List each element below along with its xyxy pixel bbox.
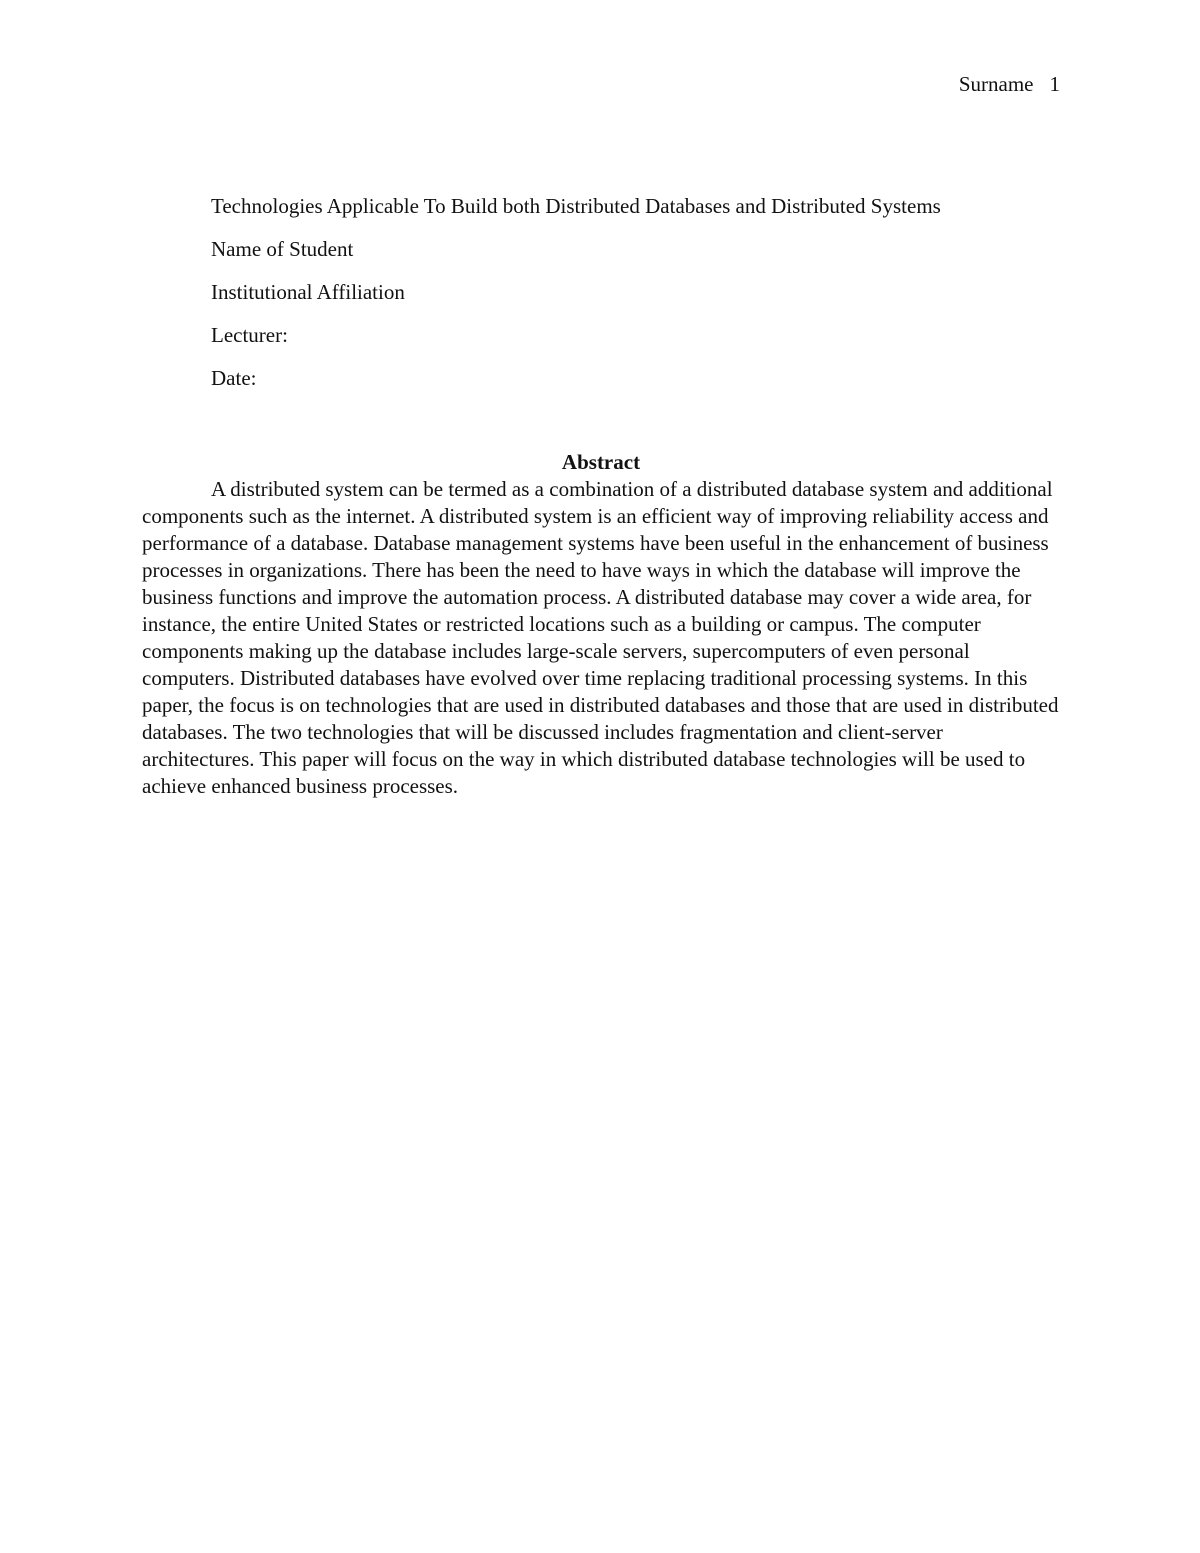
running-head: [959, 72, 1060, 97]
student-name: Name of Student: [211, 237, 354, 261]
paper-title: Technologies Applicable To Build both Distributed Databases and Distributed Systems: [211, 194, 941, 218]
title-block: [211, 185, 1111, 400]
abstract-heading: Abstract: [561, 450, 641, 474]
date-line: Date:: [211, 366, 257, 390]
abstract-body: A distributed system can be termed as a combination of a distributed database system and additional components such as the internet. A distributed system is an efficient way of improving reliability access and performance of a database. Database management systems have been useful in the enhancement of business processes in organizations. There has been the need to have ways in which the database will improve the business functions and improve the automation process. A distributed database may cover a wide area, for instance, the entire United States or restricted locations such as a building or campus. The computer components making up the database includes large-scale servers, supercomputers of even personal computers. Distributed databases have evolved over time replacing traditional processing systems. In this paper, the focus is on technologies that are used in distributed databases and those that are used in distributed databases. The two technologies that will be discussed includes fragmentation and client-server architectures. This paper will focus on the way in which distributed database technologies will be used to achieve enhanced business processes.: [142, 477, 1059, 798]
page-number: 1: [1049, 72, 1060, 96]
lecturer-line: Lecturer:: [211, 323, 288, 347]
header-surname: Surname: [958, 72, 1034, 96]
institution-affiliation: Institutional Affiliation: [211, 280, 405, 304]
abstract-section: [142, 448, 1060, 800]
